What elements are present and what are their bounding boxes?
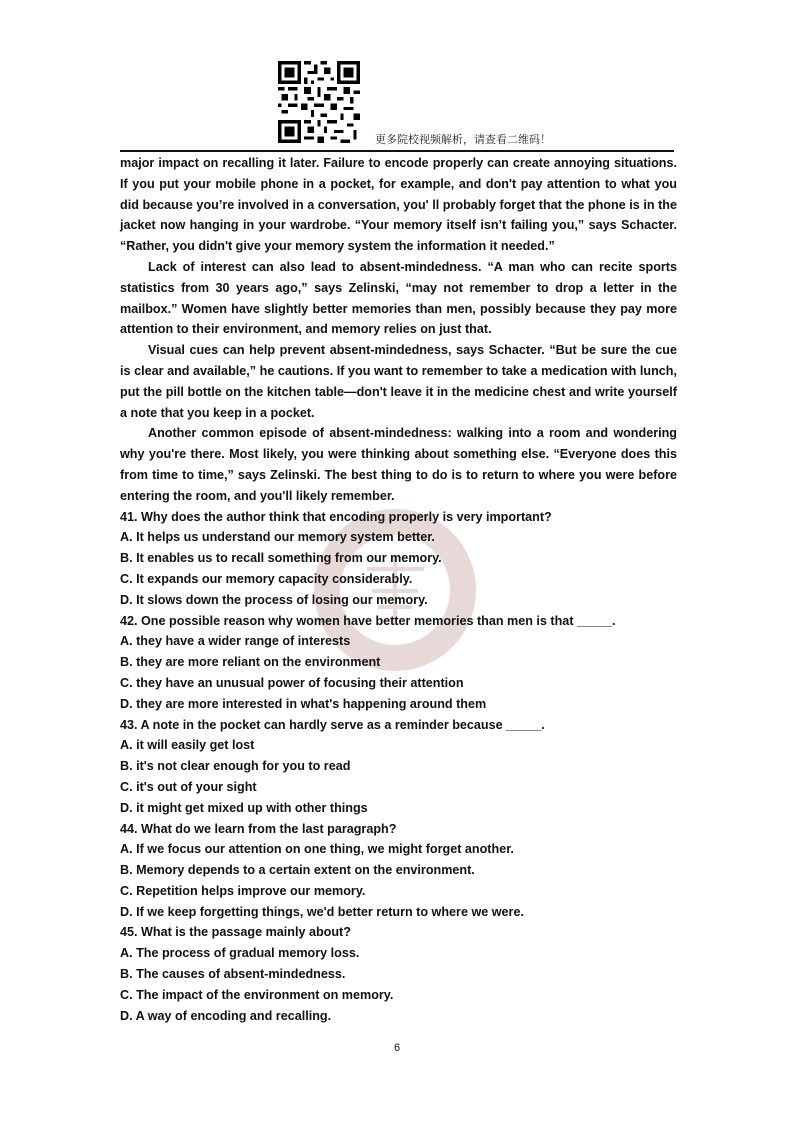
question-stem: 41. Why does the author think that encoding properly is very important? xyxy=(120,509,552,524)
question-stem: 42. One possible reason why women have better memories than men is that _____. xyxy=(120,613,616,628)
answer-option: A. The process of gradual memory loss. xyxy=(120,946,360,961)
answer-option: B. Memory depends to a certain extent on the environment. xyxy=(120,863,475,878)
passage-paragraph: major impact on recalling it later. Failure to encode properly can create annoying situations. If you put your mobile phone in a pocket, for example, and don't pay attention to what you did because you’re involved in a conversation, you' ll probably forget that the phone is in the jacket now hanging in your wardrobe. “Your memory itself isn’t failing you,” says Schacter. “Rather, you didn't give your memory system the information it needed.” xyxy=(120,156,677,254)
answer-option: D. If we keep forgetting things, we'd better return to where we were. xyxy=(120,904,524,919)
question-42 xyxy=(120,611,677,715)
answer-option: D. A way of encoding and recalling. xyxy=(120,1008,332,1023)
question-stem: 45. What is the passage mainly about? xyxy=(120,925,351,940)
answer-option: A. they have a wider range of interests xyxy=(120,634,351,649)
passage-paragraph: Lack of interest can also lead to absent-mindedness. “A man who can recite sports statistics from 30 years ago,” says Zelinski, “may not remember to drop a letter in the mailbox.” Women have slightly better memories than men, possibly because they pay more attention to their environment, and memory relies on just that. xyxy=(120,259,677,337)
answer-option: B. it's not clear enough for you to read xyxy=(120,759,351,774)
answer-option: A. If we focus our attention on one thing, we might forget another. xyxy=(120,842,514,857)
answer-option: B. The causes of absent-mindedness. xyxy=(120,967,346,982)
page-content xyxy=(120,153,677,1026)
answer-option: C. they have an unusual power of focusing their attention xyxy=(120,675,464,690)
question-stem: 44. What do we learn from the last paragraph? xyxy=(120,821,397,836)
answer-option: A. It helps us understand our memory system better. xyxy=(120,530,435,545)
header-rule xyxy=(120,150,674,152)
answer-option: B. It enables us to recall something from our memory. xyxy=(120,551,442,566)
qr-caption: 更多院校视频解析，请查看二维码！ xyxy=(375,133,551,146)
question-41 xyxy=(120,507,677,611)
answer-option: A. it will easily get lost xyxy=(120,738,255,753)
question-45 xyxy=(120,922,677,1026)
answer-option: C. Repetition helps improve our memory. xyxy=(120,883,366,898)
answer-option: B. they are more reliant on the environment xyxy=(120,655,381,670)
question-stem: 43. A note in the pocket can hardly serve as a reminder because _____. xyxy=(120,717,545,732)
passage-paragraph: Visual cues can help prevent absent-mindedness, says Schacter. “But be sure the cue is clear and available,” he cautions. If you want to remember to take a medication with lunch, put the pill bottle on the kitchen table—don't leave it in the medicine chest and write yourself a note that you keep in a pocket. xyxy=(120,343,677,420)
page-number: 6 xyxy=(393,1042,401,1054)
passage-paragraph: Another common episode of absent-mindedness: walking into a room and wondering why you're there. Most likely, you were thinking about something else. “Everyone does this from time to time,” says Zelinski. The best thing to do is to return to where you were before entering the room, and you'll likely remember. xyxy=(120,426,677,503)
question-44 xyxy=(120,819,677,923)
answer-option: D. they are more interested in what's happening around them xyxy=(120,696,487,711)
answer-option: C. It expands our memory capacity considerably. xyxy=(120,571,413,586)
answer-option: C. it's out of your sight xyxy=(120,779,257,794)
answer-option: D. it might get mixed up with other things xyxy=(120,800,368,815)
question-43 xyxy=(120,715,677,819)
answer-option: D. It slows down the process of losing our memory. xyxy=(120,592,428,607)
qr-code-icon[interactable] xyxy=(278,61,360,143)
answer-option: C. The impact of the environment on memory. xyxy=(120,987,394,1002)
